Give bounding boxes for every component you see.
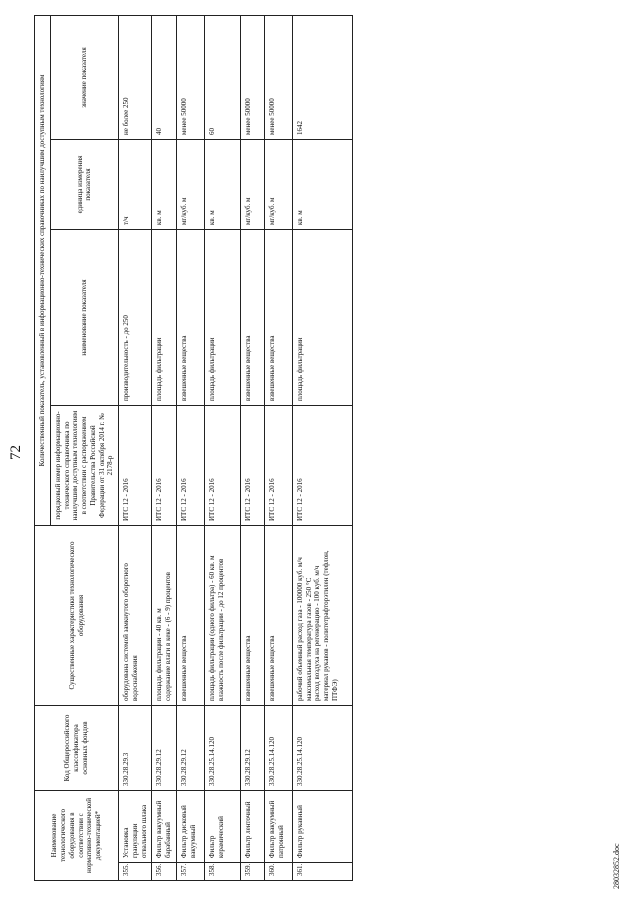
characteristics xyxy=(240,526,264,706)
equipment-name: Фильтр керамический xyxy=(204,791,240,863)
characteristic-line: рабочий объемный расход газа - 100000 куб. м/ч xyxy=(295,557,304,701)
row-number: 358. xyxy=(204,863,240,881)
characteristic-line: оборудована системой замкнутого оборотного водоснабжения xyxy=(122,563,139,701)
characteristics xyxy=(264,526,292,706)
okof-code: 330.28.29.12 xyxy=(176,706,204,791)
unit: мг/куб. м xyxy=(264,140,292,230)
okof-code: 330.28.29.12 xyxy=(152,706,177,791)
characteristics xyxy=(292,526,352,706)
unit: мг/куб. м xyxy=(240,140,264,230)
indicator-value: не более 250 xyxy=(119,16,152,140)
row-number: 359. xyxy=(240,863,264,881)
equipment-name: Фильтр вакуумный патронный xyxy=(264,791,292,863)
indicator-name: взвешенные вещества xyxy=(240,230,264,406)
indicator-name: производительность - до 250 xyxy=(119,230,152,406)
reference-number: ИТС 12 - 2016 xyxy=(204,406,240,526)
reference-number: ИТС 12 - 2016 xyxy=(119,406,152,526)
characteristic-line: максимальная температура газов - 250 °С xyxy=(304,577,313,701)
characteristic-line: материал рукавов - политетрафторэтилен (тефлон, ПТФЭ) xyxy=(322,550,339,701)
equipment-name: Установка грануляции отвального шлака xyxy=(119,791,152,863)
reference-number: ИТС 12 - 2016 xyxy=(264,406,292,526)
header-group-title: Количественный показатель, установленный в информационно-технических справочниках по наилучшим доступным технологиям xyxy=(35,16,51,526)
okof-code: 330.28.25.14.120 xyxy=(204,706,240,791)
characteristics xyxy=(119,526,152,706)
okof-code: 330.28.29.12 xyxy=(240,706,264,791)
header-value: значение показателя xyxy=(50,16,118,140)
indicator-name: взвешенные вещества xyxy=(264,230,292,406)
equipment-name: Фильтр ленточный xyxy=(240,791,264,863)
row-number: 355. xyxy=(119,863,152,881)
table-row xyxy=(176,16,204,881)
reference-number: ИТС 12 - 2016 xyxy=(240,406,264,526)
table-row xyxy=(152,16,177,881)
table-row xyxy=(264,16,292,881)
indicator-name: площадь фильтрации xyxy=(152,230,177,406)
characteristic-line: площадь фильтрации (одного фильтра) - 60 кв. м xyxy=(207,555,216,701)
row-number: 357. xyxy=(176,863,204,881)
characteristics xyxy=(204,526,240,706)
unit: кв. м xyxy=(204,140,240,230)
header-equipment-name: Наименование технологического оборудования в соответствии с нормативно-технической документацией* xyxy=(35,791,119,881)
characteristic-line: содержание влаги в кеке - (6 - 9) процентов xyxy=(164,572,172,701)
unit: кв. м xyxy=(292,140,352,230)
header-reference-number: порядковый номер информационно-технического справочника по наилучшим доступным технологиям в соответствии с распоряжением Правительства Российской Федерации от 31 октября 2014 г. № 2178-р xyxy=(50,406,118,526)
indicator-value: менее 50000 xyxy=(264,16,292,140)
equipment-name: Фильтр дисковый вакуумный xyxy=(176,791,204,863)
characteristic-line: влажность после фильтрации - до 12 процентов xyxy=(216,558,225,701)
characteristic-line: взвешенные вещества xyxy=(267,635,276,701)
equipment-table xyxy=(34,15,353,881)
okof-code: 330.28.29.3 xyxy=(119,706,152,791)
table-row xyxy=(119,16,152,881)
characteristic-line: площадь фильтрации - 40 кв. м xyxy=(155,608,164,701)
equipment-name: Фильтр рукавный xyxy=(292,791,352,863)
indicator-name: площадь фильтрации xyxy=(204,230,240,406)
unit: кв. м xyxy=(152,140,177,230)
footer-filename: 28032852.doc xyxy=(612,843,621,889)
row-number: 361. xyxy=(292,863,352,881)
row-number: 356. xyxy=(152,863,177,881)
characteristic-line: взвешенные вещества xyxy=(243,635,252,701)
indicator-value: менее 50000 xyxy=(176,16,204,140)
table-row xyxy=(204,16,240,881)
indicator-value: 1642 xyxy=(292,16,352,140)
characteristic-line: взвешенные вещества xyxy=(179,635,188,701)
table-row xyxy=(292,16,352,881)
reference-number: ИТС 12 - 2016 xyxy=(152,406,177,526)
header-indicator-name: наименование показателя xyxy=(50,230,118,406)
equipment-name: Фильтр вакуумный барабанный xyxy=(152,791,177,863)
okof-code: 330.28.25.14.120 xyxy=(264,706,292,791)
indicator-value: менее 50000 xyxy=(240,16,264,140)
page-number: 72 xyxy=(8,445,24,460)
header-characteristics: Существенные характеристики технологического оборудования xyxy=(35,526,119,706)
characteristics xyxy=(176,526,204,706)
table-row xyxy=(240,16,264,881)
characteristic-line: расход воздуха на регенерацию - 100 куб. м/ч xyxy=(313,565,322,701)
indicator-value: 60 xyxy=(204,16,240,140)
indicator-name: площадь фильтрации xyxy=(292,230,352,406)
header-unit: единица измерения показателя xyxy=(50,140,118,230)
characteristics xyxy=(152,526,177,706)
header-code: Код Общероссийского классификатора основных фондов xyxy=(35,706,119,791)
row-number: 360. xyxy=(264,863,292,881)
unit: мг/куб. м xyxy=(176,140,204,230)
unit: т/ч xyxy=(119,140,152,230)
indicator-name: взвешенные вещества xyxy=(176,230,204,406)
indicator-value: 40 xyxy=(152,16,177,140)
reference-number: ИТС 12 - 2016 xyxy=(292,406,352,526)
reference-number: ИТС 12 - 2016 xyxy=(176,406,204,526)
okof-code: 330.28.25.14.120 xyxy=(292,706,352,791)
